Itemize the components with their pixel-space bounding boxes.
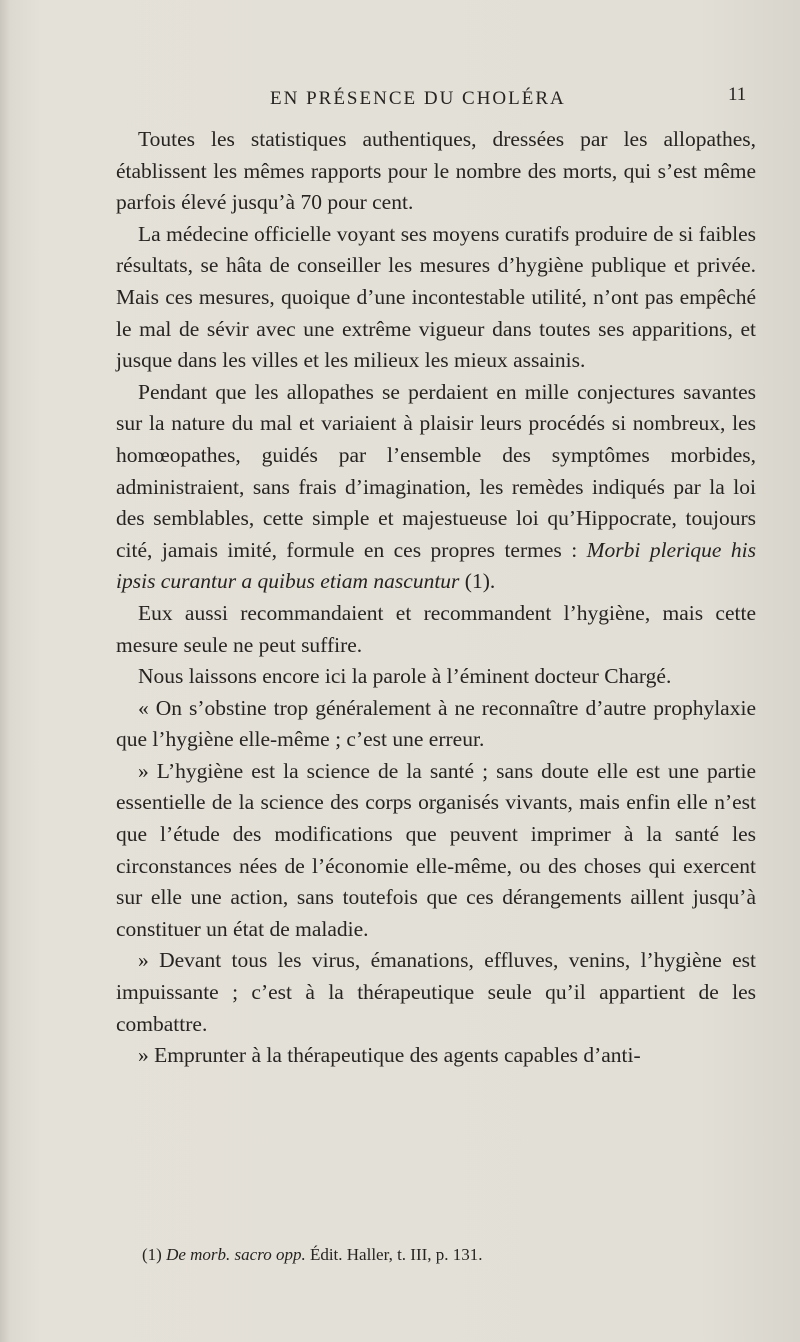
- page-header: [0, 84, 800, 120]
- paragraph: La médecine officielle voyant ses moyens curatifs produire de si faibles résultats, se hâta de conseiller les mesures d’hygiène publique et privée. Mais ces mesures, quoique d’une incontestable utilité, n’ont pas empêché le mal de sévir avec une extrême vigueur dans toutes ses apparitions, et jusque dans les villes et les milieux les mieux assainis.: [116, 221, 756, 373]
- page-number: 11: [728, 84, 747, 105]
- footnote-reference: (1).: [459, 569, 496, 594]
- paragraph-text: Pendant que les allopathes se perdaient en mille conjectures savantes sur la nature du mal et variaient à plaisir leurs procédés si nombreux, les homœopathes, guidés par l’ensemble des symptômes morbides, administraient, sans frais d’imagination, les remèdes indiqués par la loi des semblables, cette simple et majestueuse loi qu’Hippocrate, toujours cité, jamais imité, formule en ces propres termes :: [116, 379, 756, 562]
- paragraph: Eux aussi recommandaient et recommandent l’hygiène, mais cette mesure seule ne peut suffire.: [116, 600, 756, 657]
- paragraph: » L’hygiène est la science de la santé ; sans doute elle est une partie essentielle de la science des corps organisés vivants, mais enfin elle n’est que l’étude des modifications que peuvent imprimer à la santé les circonstances nées de l’économie elle-même, ou des choses qui exercent sur elle une action, sans toutefois que ces dérangements aillent jusqu’à constituer un état de maladie.: [116, 758, 756, 941]
- paragraph: [116, 377, 756, 598]
- paragraph: » Emprunter à la thérapeutique des agents capables d’anti-: [138, 1043, 641, 1068]
- footnote-citation: Édit. Haller, t. III, p. 131.: [305, 1245, 483, 1264]
- paragraph: Toutes les statistiques authentiques, dressées par les allopathes, établissent les mêmes rapports pour le nombre des morts, qui s’est même parfois élevé jusqu’à 70 pour cent.: [116, 127, 756, 215]
- paragraph: » Devant tous les virus, émanations, effluves, venins, l’hygiène est impuissante ; c’est à la thérapeutique seule qu’il appartient de les combattre.: [116, 948, 756, 1036]
- running-title: EN PRÉSENCE DU CHOLÉRA: [270, 88, 566, 109]
- footnote-marker: (1): [142, 1245, 167, 1264]
- footnote-work-title: De morb. sacro opp.: [166, 1245, 306, 1264]
- footnote: [142, 1244, 742, 1266]
- latin-quote: Morbi plerique his ipsis curantur a quibus etiam nascuntur: [116, 537, 756, 594]
- body-text: [116, 124, 756, 1072]
- paragraph: Nous laissons encore ici la parole à l’éminent docteur Chargé.: [138, 664, 672, 689]
- paragraph: « On s’obstine trop généralement à ne reconnaître d’autre prophylaxie que l’hygiène elle-même ; c’est une erreur.: [116, 695, 756, 752]
